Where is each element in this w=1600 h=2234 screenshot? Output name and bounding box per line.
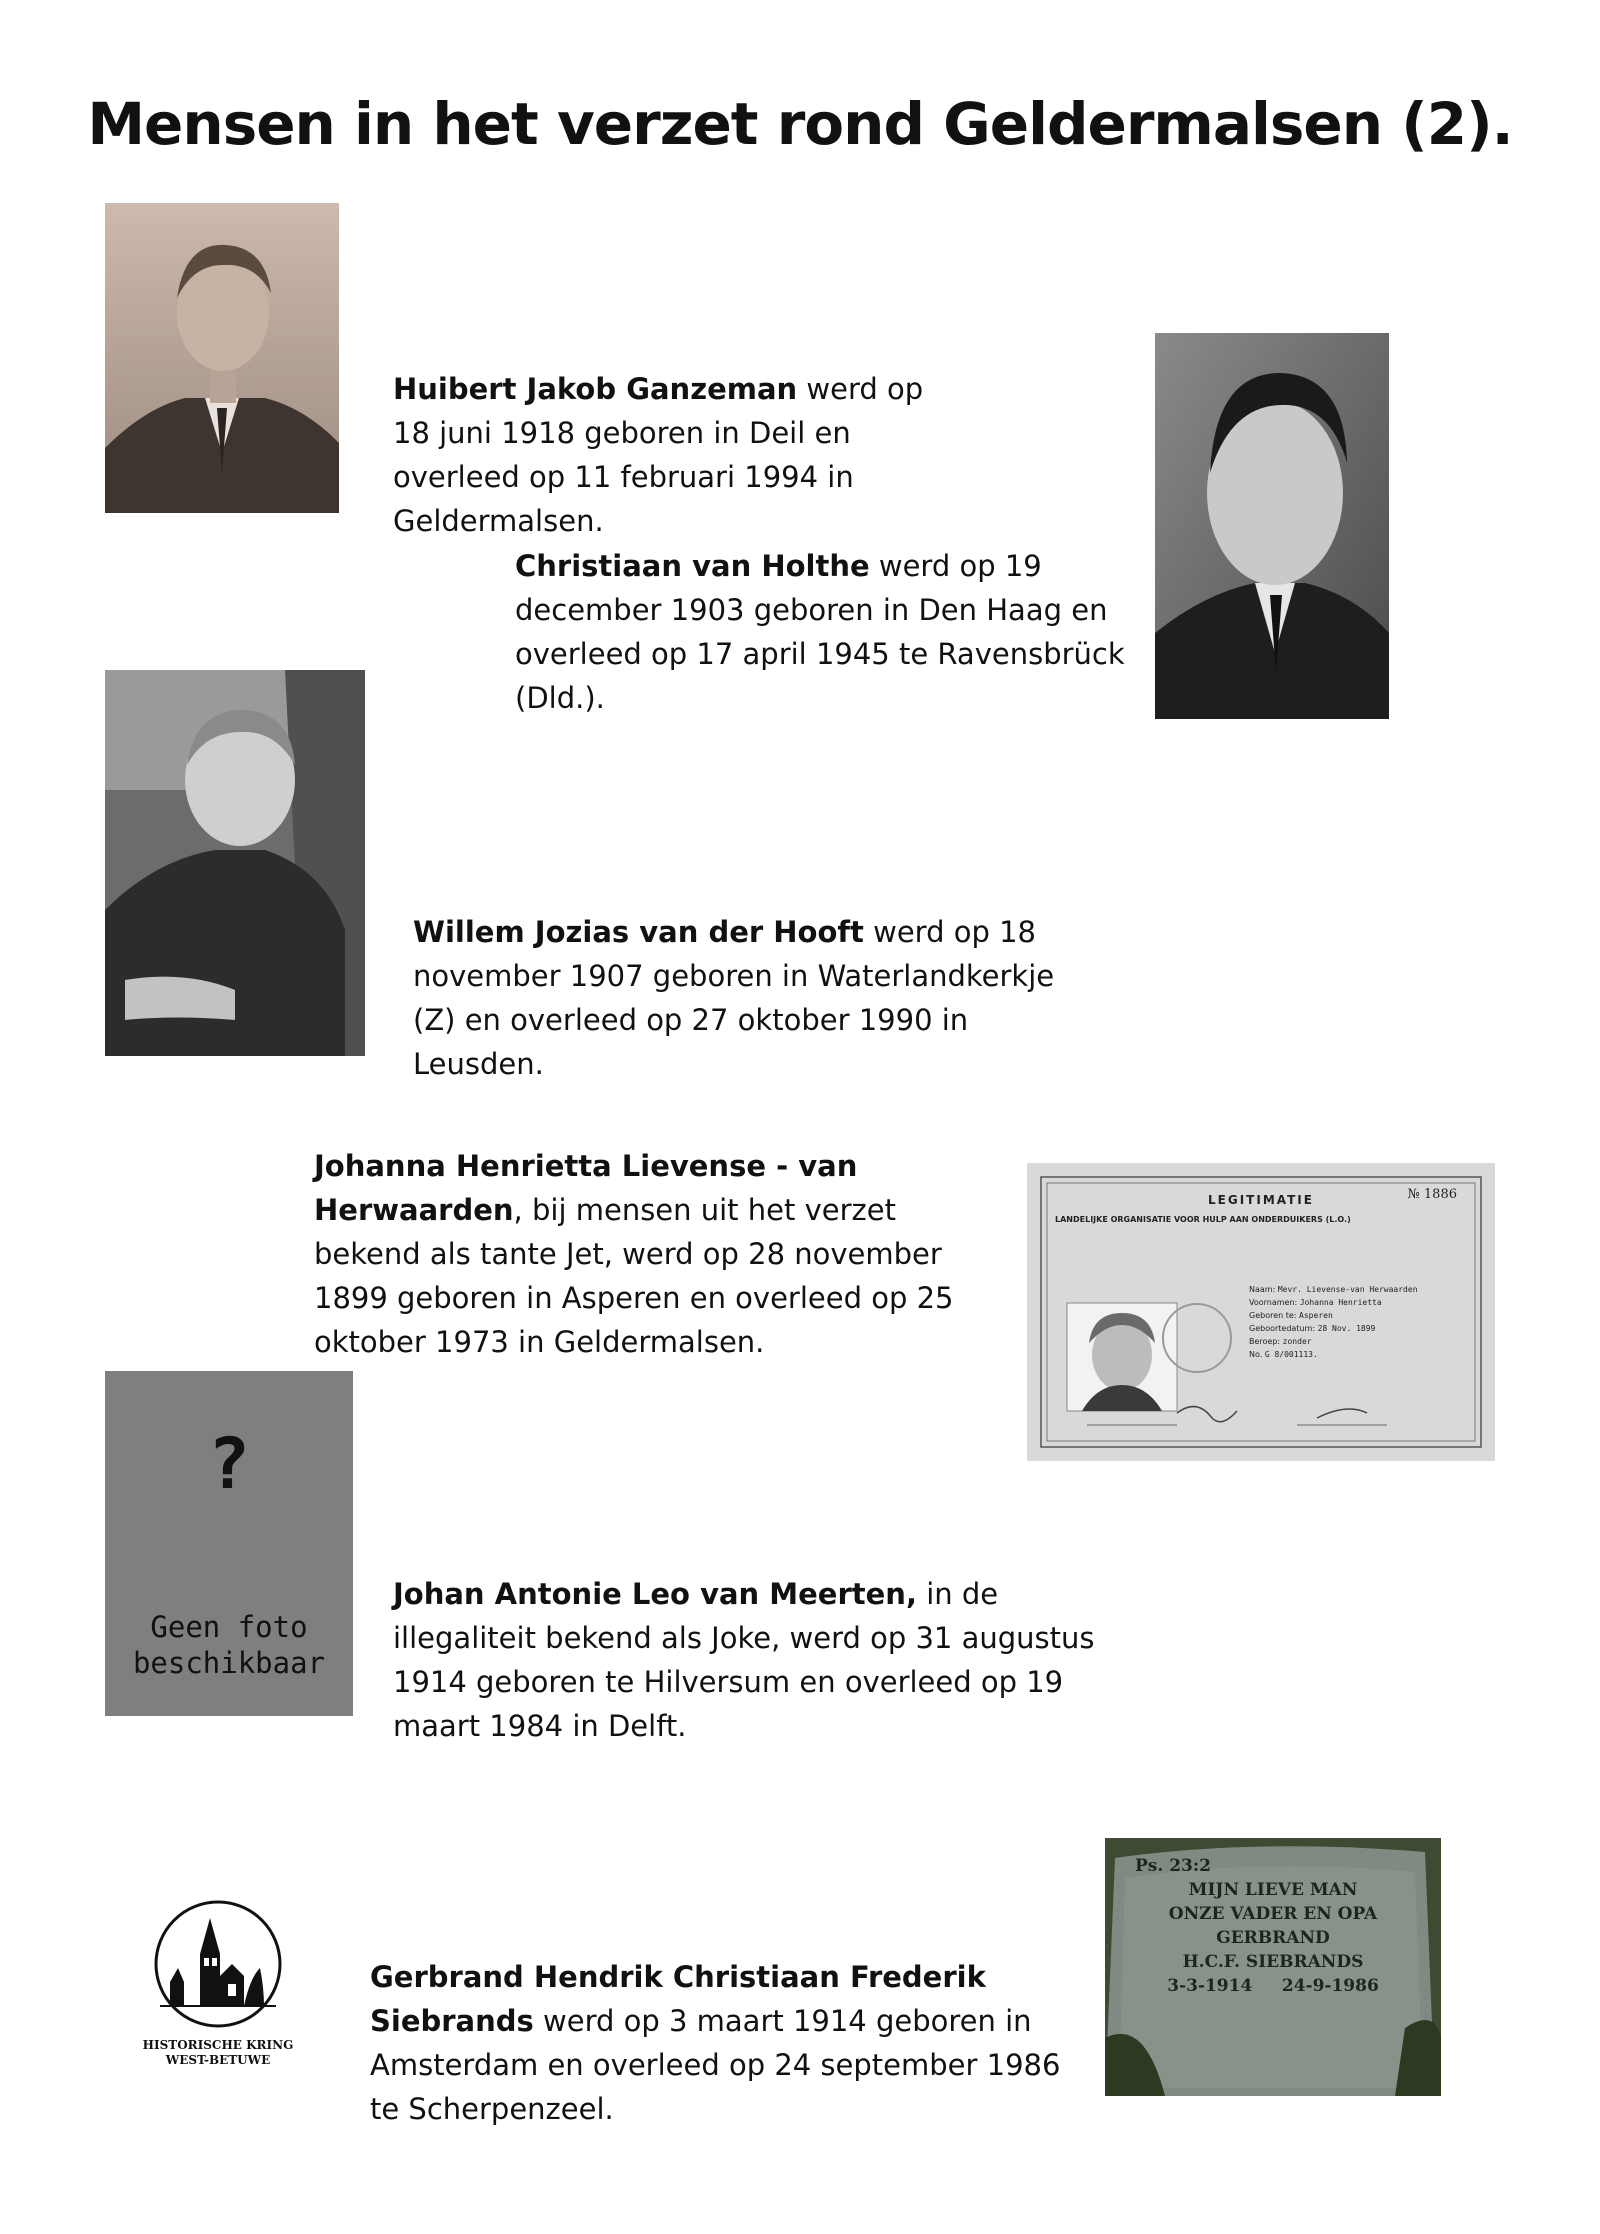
- person-description: in de illegaliteit bekend als Joke, werd op 31 augustus 1914 geboren te Hilversum en overleed op 19 maart 1984 in Delft.: [393, 1577, 1095, 1743]
- id-card-number: № 1886: [1407, 1187, 1457, 1202]
- no-photo-placeholder: [105, 1371, 353, 1716]
- person-description: werd op 18 juni 1918 geboren in Deil en overleed op 11 februari 1994 in Geldermalsen.: [393, 372, 924, 538]
- bio-lievense: Johanna Henrietta Lievense - van Herwaarden, bij mensen uit het verzet bekend als tante Jet, werd op 28 november 1899 geboren in Asperen en overleed op 25 oktober 1973 in Geldermalsen.: [314, 1149, 954, 1359]
- person-description: bij mensen uit het verzet bekend als tante Jet, werd op 28 november 1899 geboren in Asperen en overleed op 25 oktober 1973 in Geldermalsen.: [314, 1193, 954, 1359]
- logo-text: HISTORISCHE KRING WEST-BETUWE: [142, 2038, 294, 2067]
- id-card-field: Naam: Mevr. Lievense-van Herwaarden: [1249, 1285, 1418, 1294]
- portrait-photo-van-der-hooft: [105, 670, 365, 1056]
- person-name: Huibert Jakob Ganzeman: [393, 372, 798, 406]
- person-description: werd op 3 maart 1914 geboren in Amsterdam en overleed op 24 september 1986 te Scherpenzeel.: [370, 2004, 1061, 2126]
- portrait-photo-van-holthe: [1155, 333, 1389, 719]
- bio-van-holthe: [515, 544, 1135, 720]
- person-name: Willem Jozias van der Hooft: [413, 915, 864, 949]
- person-name: Gerbrand Hendrik Christiaan Frederik Siebrands: [370, 1960, 986, 2038]
- bio-van-der-hooft: [413, 910, 1073, 1086]
- no-photo-label: Geen foto beschikbaar: [132, 1610, 326, 1680]
- id-card-field: Voornamen: Johanna Henrietta: [1249, 1298, 1382, 1307]
- id-card-field: Geboren te: Asperen: [1249, 1311, 1333, 1320]
- historische-kring-logo: [140, 1898, 296, 2073]
- gravestone-inscription: Ps. 23:2 MIJN LIEVE MAN ONZE VADER EN OPA GERBRAND H.C.F. SIEBRANDS 3-3-1914 24-9-1986: [1135, 1856, 1379, 1996]
- gravestone-photo: [1105, 1838, 1441, 2096]
- person-name: Johanna Henrietta Lievense - van Herwaarden: [314, 1149, 858, 1227]
- id-card-field: Beroep: zonder: [1249, 1337, 1312, 1346]
- id-card-field: Geboortedatum: 28 Nov. 1899: [1249, 1324, 1376, 1333]
- bio-van-meerten: [393, 1572, 1113, 1748]
- bio-siebrands: [370, 1955, 1090, 2131]
- id-card-fields: [1249, 1283, 1485, 1361]
- bio-ganzeman: [393, 367, 933, 543]
- id-card-title: LEGITIMATIE: [1208, 1193, 1314, 1207]
- id-card-org: LANDELIJKE ORGANISATIE VOOR HULP AAN ONDERDUIKERS (L.O.): [1055, 1215, 1351, 1224]
- question-mark-icon: ?: [207, 1423, 251, 1505]
- person-name: Christiaan van Holthe: [515, 549, 870, 583]
- person-description: werd op 18 november 1907 geboren in Waterlandkerkje (Z) en overleed op 27 oktober 1990 in Leusden.: [413, 915, 1055, 1081]
- person-name: Johan Antonie Leo van Meerten,: [393, 1577, 917, 1611]
- page-title: Mensen in het verzet rond Geldermalsen (2).: [87, 90, 1513, 158]
- portrait-photo-ganzeman: [105, 203, 339, 513]
- identity-card-image: [1027, 1163, 1495, 1461]
- person-description: werd op 19 december 1903 geboren in Den Haag en overleed op 17 april 1945 te Ravensbrück (Dld.).: [515, 549, 1125, 715]
- id-card-field: No. G 8/001113.: [1249, 1350, 1318, 1359]
